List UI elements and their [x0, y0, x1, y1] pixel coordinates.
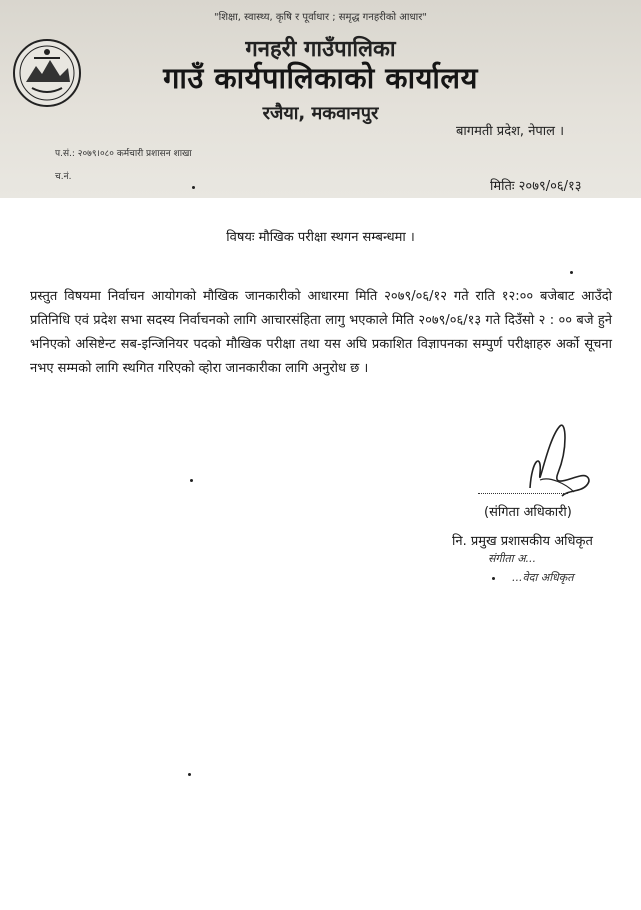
municipality-name: गनहरी गाउँपालिका: [245, 37, 396, 62]
signatory-title: नि. प्रमुख प्रशासकीय अधिकृत: [452, 534, 593, 549]
signature-line: [478, 493, 568, 494]
scan-speck: [570, 271, 573, 274]
signatory-name: (संगिता अधिकारी): [484, 505, 572, 520]
reference-number: प.सं.: २०७९।०८० कर्मचारी प्रशासन शाखा: [55, 149, 192, 159]
signature-stamp: संगीता अ...: [488, 552, 536, 565]
scan-speck: [492, 577, 495, 580]
letter-date: मितिः २०७९/०६/१३: [490, 179, 582, 194]
scan-speck: [190, 479, 193, 482]
dispatch-number: च.नं.: [55, 172, 72, 182]
office-name: गाउँ कार्यपालिकाको कार्यालय: [163, 61, 478, 95]
letterhead-motto: "शिक्षा, स्वास्थ्य, कृषि र पूर्वाधार ; समृद्ध गनहरीको आधार": [214, 12, 427, 23]
scan-speck: [188, 773, 191, 776]
signature-stamp-sub: ...वेदा अधिकृत: [512, 571, 574, 584]
letter-body: प्रस्तुत विषयमा निर्वाचन आयोगको मौखिक जानकारीको आधारमा मिति २०७९/०६/१२ गते राति १२:०० बजेबाट आउँदो प्रतिनिधि एवं प्रदेश सभा सदस्य निर्वाचनको लागि आचारसंहिता लागु भएकाले मिति २०७९/०६/१३ गते दिउँसो २ : ०० बजे हुने भनिएको असिष्टेन्ट सब-इन्जिनियर पदको मौखिक परीक्षा तथा यस अघि प्रकाशित विज्ञापनका सम्पुर्ण परीक्षाहरु अर्को सूचना नभए सम्मको लागि स्थगित गरिएको व्होरा जानकारीका लागि अनुरोध छ ।: [30, 289, 612, 376]
scan-speck: [192, 186, 195, 189]
letterhead: [0, 0, 641, 198]
letter-subject: विषयः मौखिक परीक्षा स्थगन सम्बन्धमा ।: [226, 230, 415, 245]
office-address: रजैया, मकवानपुर: [262, 103, 379, 124]
province-line: बागमती प्रदेश, नेपाल ।: [456, 124, 565, 139]
